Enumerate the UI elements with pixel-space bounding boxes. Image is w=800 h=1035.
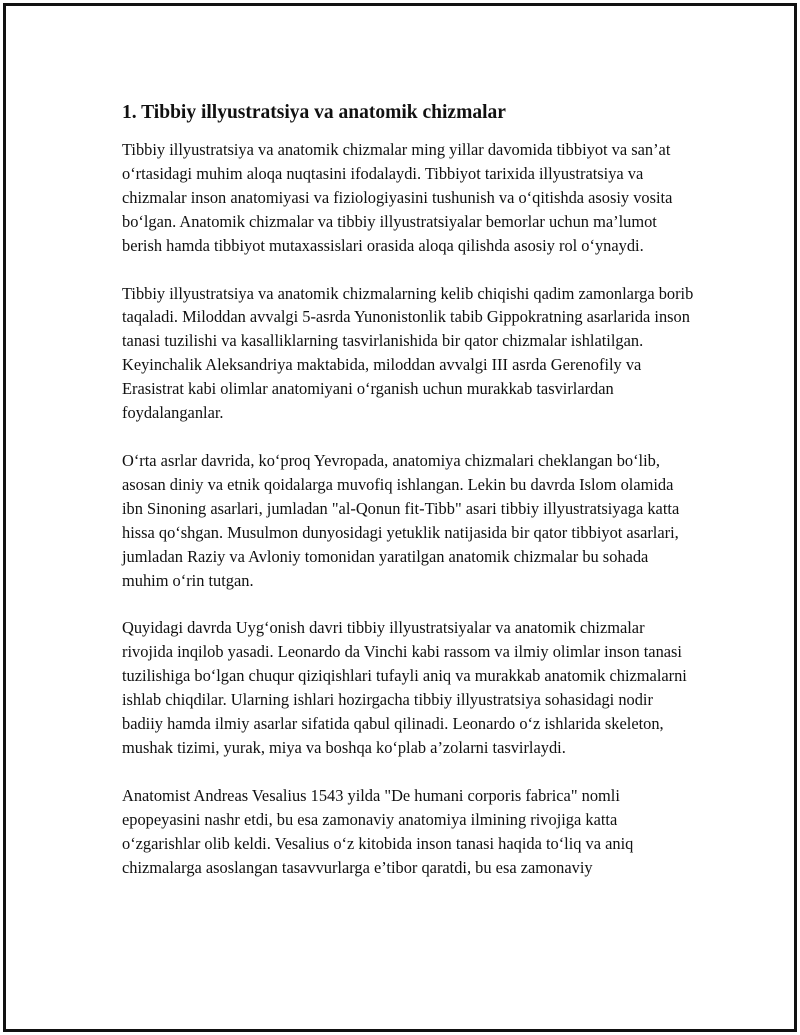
paragraph-4: Quyidagi davrda Uyg‘onish davri tibbiy illyustratsiyalar va anatomik chizmalar rivojida inqilob yasadi. Leonardo da Vinchi kabi rassom va ilmiy olimlar inson tanasi tuzilishiga bo‘lgan chuqur qiziqishlari tufayli aniq va murakkab anatomik chizmalarni ishlab chiqdilar. Ularning ishlari hozirgacha tibbiy illyustratsiya sohasidagi nodir badiiy hamda ilmiy asarlar sifatida qabul qilinadi. Leonardo o‘z ishlarida skeleton, mushak tizimi, yurak, miya va boshqa ko‘plab a’zolarni tasvirlaydi. [122,618,687,757]
document-body [122,98,697,903]
paragraph-2: Tibbiy illyustratsiya va anatomik chizmalarning kelib chiqishi qadim zamonlarga borib taqaladi. Miloddan avvalgi 5-asrda Yunonistonlik tabib Gippokratning asarlarida inson tanasi tuzilishi va kasalliklarning tasvirlanishida bir qator chizmalar ishlatilgan. Keyinchalik Aleksandriya maktabida, miloddan avvalgi III asrda Gerenofily va Erasistrat kabi olimlar anatomiyani o‘rganish uchun murakkab tasvirlardan foydalanganlar. [122,283,694,423]
section-title: 1. Tibbiy illyustratsiya va anatomik chizmalar [122,102,506,123]
paragraph-3: O‘rta asrlar davrida, ko‘proq Yevropada, anatomiya chizmalari cheklangan bo‘lib, asosan diniy va etnik qoidalarga muvofiq ishlangan. Lekin bu davrda Islom olamida ibn Sinoning asarlari, jumladan "al-Qonun fit-Tibb" asari tibbiy illyustratsiyaga katta hissa qo‘shgan. Musulmon dunyosidagi yetuklik natijasida bir qator tibbiyot asarlari, jumladan Raziy va Avloniy tomonidan yaratilgan anatomik chizmalar bu sohada muhim o‘rin tutgan. [122,450,680,590]
paragraph-1: Tibbiy illyustratsiya va anatomik chizmalar ming yillar davomida tibbiyot va san’at o‘rtasidagi muhim aloqa nuqtasini ifodalaydi. Tibbiyot tarixida illyustratsiya va chizmalar inson anatomiyasi va fiziologiyasini tushunish va o‘qitishda asosiy vosita bo‘lgan. Anatomik chizmalar va tibbiy illyustratsiyalar bemorlar uchun ma’lumot berish hamda tibbiyot mutaxassislari orasida aloqa qilishda asosiy rol o‘ynaydi. [122,140,673,255]
page-frame [3,3,797,1032]
paragraph-5: Anatomist Andreas Vesalius 1543 yilda "De humani corporis fabrica" nomli epopeyasini nashr etdi, bu esa zamonaviy anatomiya ilmining rivojiga katta o‘zgarishlar olib keldi. Vesalius o‘z kitobida inson tanasi haqida to‘liq va aniq chizmalarga asoslangan tasavvurlarga e’tibor qaratdi, bu esa zamonaviy [122,785,634,877]
